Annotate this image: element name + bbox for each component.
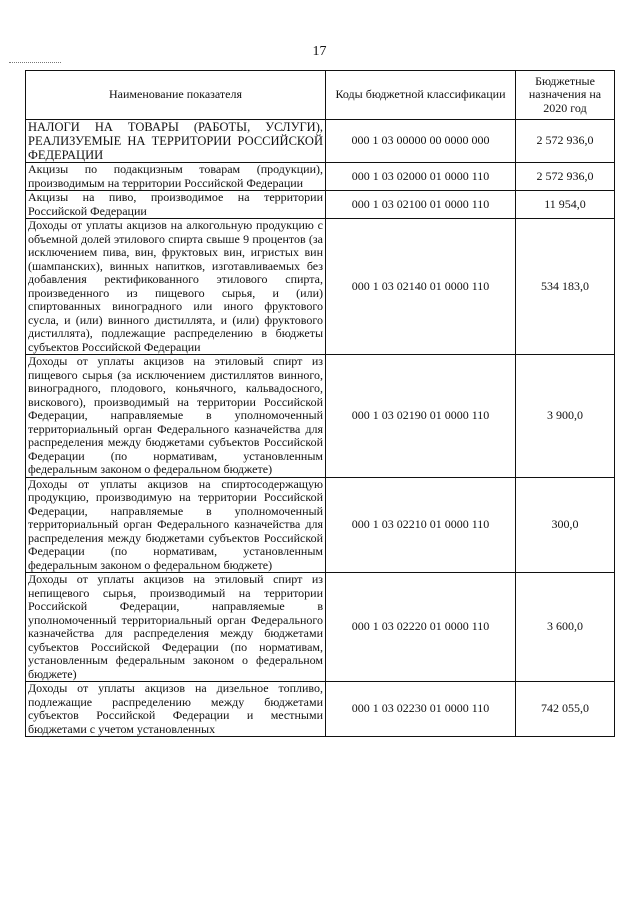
row-budget-code: 000 1 03 02140 01 0000 110 (326, 219, 516, 355)
row-budget-amount: 3 600,0 (516, 573, 615, 682)
row-indicator-name: Доходы от уплаты акцизов на спиртосодержащую продукцию, производимую на территории Российской Федерации, направляемые в уполномоченный территориальный орган Федерального казначейства для распределения между бюджетами субъектов Российской Федерации (по нормативам, установленным федеральным законом о федеральном бюджете) (26, 477, 326, 573)
page-number: 17 (312, 44, 327, 59)
header-indicator-name: Наименование показателя (26, 71, 326, 120)
row-budget-code: 000 1 03 02230 01 0000 110 (326, 682, 516, 737)
scan-artifact-line (9, 62, 61, 63)
budget-revenue-table (25, 70, 615, 737)
table-row (26, 191, 615, 219)
row-indicator-name: Доходы от уплаты акцизов на дизельное топливо, подлежащие распределению между бюджетами субъектов Российской Федерации и местными бюджетами с учетом установленных (26, 682, 326, 737)
row-indicator-name: Акцизы по подакцизным товарам (продукции), производимым на территории Российской Федерации (26, 163, 326, 191)
row-indicator-name: Акцизы на пиво, производимое на территории Российской Федерации (26, 191, 326, 219)
row-budget-amount: 300,0 (516, 477, 615, 573)
row-budget-code: 000 1 03 02190 01 0000 110 (326, 355, 516, 478)
table-row (26, 355, 615, 478)
row-indicator-name: НАЛОГИ НА ТОВАРЫ (РАБОТЫ, УСЛУГИ), РЕАЛИЗУЕМЫЕ НА ТЕРРИТОРИИ РОССИЙСКОЙ ФЕДЕРАЦИИ (26, 120, 326, 163)
header-budget-code: Коды бюджетной классификации (326, 71, 516, 120)
table-row (26, 682, 615, 737)
table-row (26, 219, 615, 355)
row-indicator-name: Доходы от уплаты акцизов на алкогольную продукцию с объемной долей этилового спирта свыше 9 процентов (за исключением пива, вин, фруктовых вин, игристых вин (шампанских), винных напитков, изготавливаемых без добавления ректификованного этилового спирта, произведенного из пищевого сырья, и (или) спиртованных виноградного или иного фруктового сусла, и (или) винного дистиллята, и (или) фруктового дистиллята), подлежащие распределению в бюджеты субъектов Российской Федерации (26, 219, 326, 355)
row-budget-code: 000 1 03 02100 01 0000 110 (326, 191, 516, 219)
table-row (26, 477, 615, 573)
row-indicator-name: Доходы от уплаты акцизов на этиловый спирт из пищевого сырья (за исключением дистиллятов винного, виноградного, плодового, коньячного, кальвадосного, вискового), производимый на территории Российской Федерации, направляемые в уполномоченный территориальный орган Федерального казначейства для распределения между бюджетами субъектов Российской Федерации (по нормативам, установленным федеральным законом о федеральном бюджете) (26, 355, 326, 478)
row-budget-code: 000 1 03 02220 01 0000 110 (326, 573, 516, 682)
table-row (26, 573, 615, 682)
row-budget-code: 000 1 03 00000 00 0000 000 (326, 120, 516, 163)
table-row (26, 163, 615, 191)
row-indicator-name: Доходы от уплаты акцизов на этиловый спирт из непищевого сырья, производимый на территории Российской Федерации, направляемые в уполномоченный территориальный орган Федерального казначейства для распределения между бюджетами субъектов Российской Федерации (по нормативам, установленным федеральным законом о федеральном бюджете) (26, 573, 326, 682)
row-budget-amount: 742 055,0 (516, 682, 615, 737)
row-budget-amount: 11 954,0 (516, 191, 615, 219)
row-budget-code: 000 1 03 02210 01 0000 110 (326, 477, 516, 573)
row-budget-amount: 534 183,0 (516, 219, 615, 355)
row-budget-code: 000 1 03 02000 01 0000 110 (326, 163, 516, 191)
table-row (26, 120, 615, 163)
header-budget-amount: Бюджетные назначения на 2020 год (516, 71, 615, 120)
table-header-row (26, 71, 615, 120)
row-budget-amount: 2 572 936,0 (516, 120, 615, 163)
row-budget-amount: 3 900,0 (516, 355, 615, 478)
row-budget-amount: 2 572 936,0 (516, 163, 615, 191)
